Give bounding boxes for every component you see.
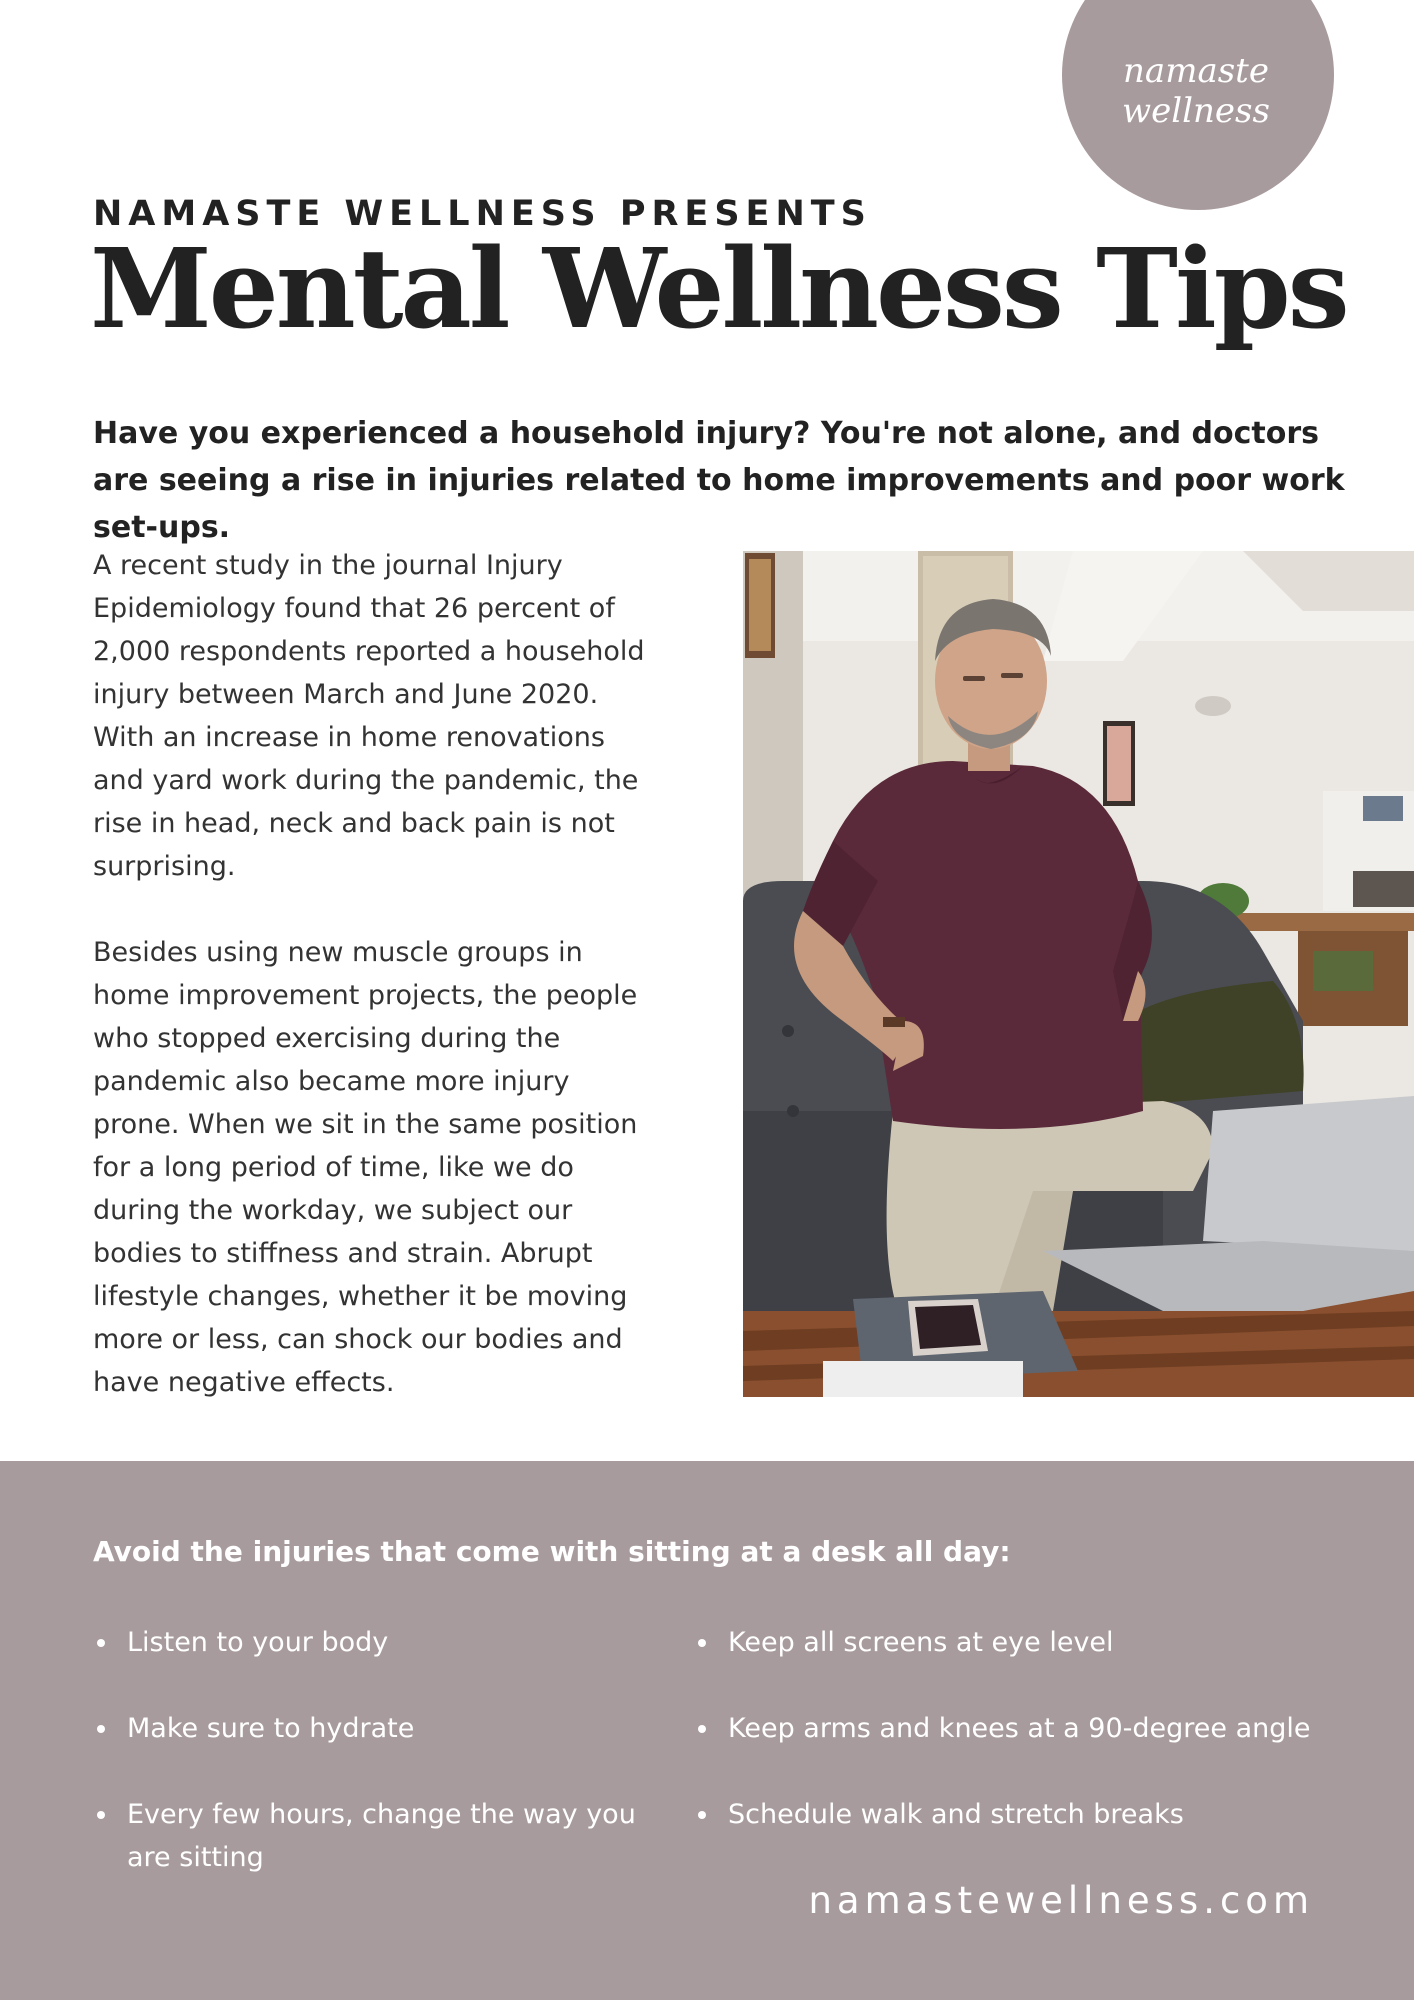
logo-badge xyxy=(1062,0,1334,210)
man-with-back-pain-photo xyxy=(743,551,1414,1397)
list-item xyxy=(93,1793,653,1879)
logo-line-2: wellness xyxy=(1122,91,1270,131)
tips-list-left xyxy=(93,1621,653,1922)
tip-text: Listen to your body xyxy=(127,1627,389,1658)
tip-text: Every few hours, change the way you are sitting xyxy=(127,1799,636,1873)
presenter-kicker: NAMASTE WELLNESS PRESENTS xyxy=(93,194,872,234)
article-body xyxy=(93,544,663,1447)
bullet-icon xyxy=(698,1811,706,1819)
list-item xyxy=(93,1621,653,1664)
bullet-icon xyxy=(97,1725,105,1733)
list-item xyxy=(694,1621,1334,1664)
logo xyxy=(1062,0,1334,210)
tips-list-right xyxy=(694,1621,1334,1879)
photo-illustration xyxy=(743,551,1414,1397)
tips-footer-panel xyxy=(0,1461,1414,2000)
bullet-icon xyxy=(698,1639,706,1647)
body-paragraph: Besides using new muscle groups in home improvement projects, the people who stopped exercising during the pandemic also became more injury prone. When we sit in the same position for a long period of time, like we do during the workday, we subject our bodies to stiffness and strain. Abrupt lifestyle changes, whether it be moving more or less, can shock our bodies and have negative effects. xyxy=(93,937,638,1398)
tip-text: Keep arms and knees at a 90-degree angle xyxy=(728,1713,1311,1744)
intro-lead: Have you experienced a household injury? You're not alone, and doctors are seeing a rise in injuries related to home improvements and poor work set-ups. xyxy=(93,416,1345,545)
logo-line-1: namaste xyxy=(1123,51,1269,91)
tips-heading: Avoid the injuries that come with sitting at a desk all day: xyxy=(93,1535,1011,1568)
website-link[interactable]: namastewellness.com xyxy=(808,1879,1314,1922)
bullet-icon xyxy=(97,1811,105,1819)
tip-text: Keep all screens at eye level xyxy=(728,1627,1114,1658)
tip-text: Schedule walk and stretch breaks xyxy=(728,1799,1184,1830)
list-item xyxy=(694,1707,1334,1750)
tip-text: Make sure to hydrate xyxy=(127,1713,415,1744)
page-title: Mental Wellness Tips xyxy=(90,224,1347,353)
list-item xyxy=(694,1793,1334,1836)
bullet-icon xyxy=(97,1639,105,1647)
body-paragraph: A recent study in the journal Injury Epidemiology found that 26 percent of 2,000 respondents reported a household injury between March and June 2020. With an increase in home renovations and yard work during the pandemic, the rise in head, neck and back pain is not surprising. xyxy=(93,550,645,882)
bullet-icon xyxy=(698,1725,706,1733)
list-item xyxy=(93,1707,653,1750)
